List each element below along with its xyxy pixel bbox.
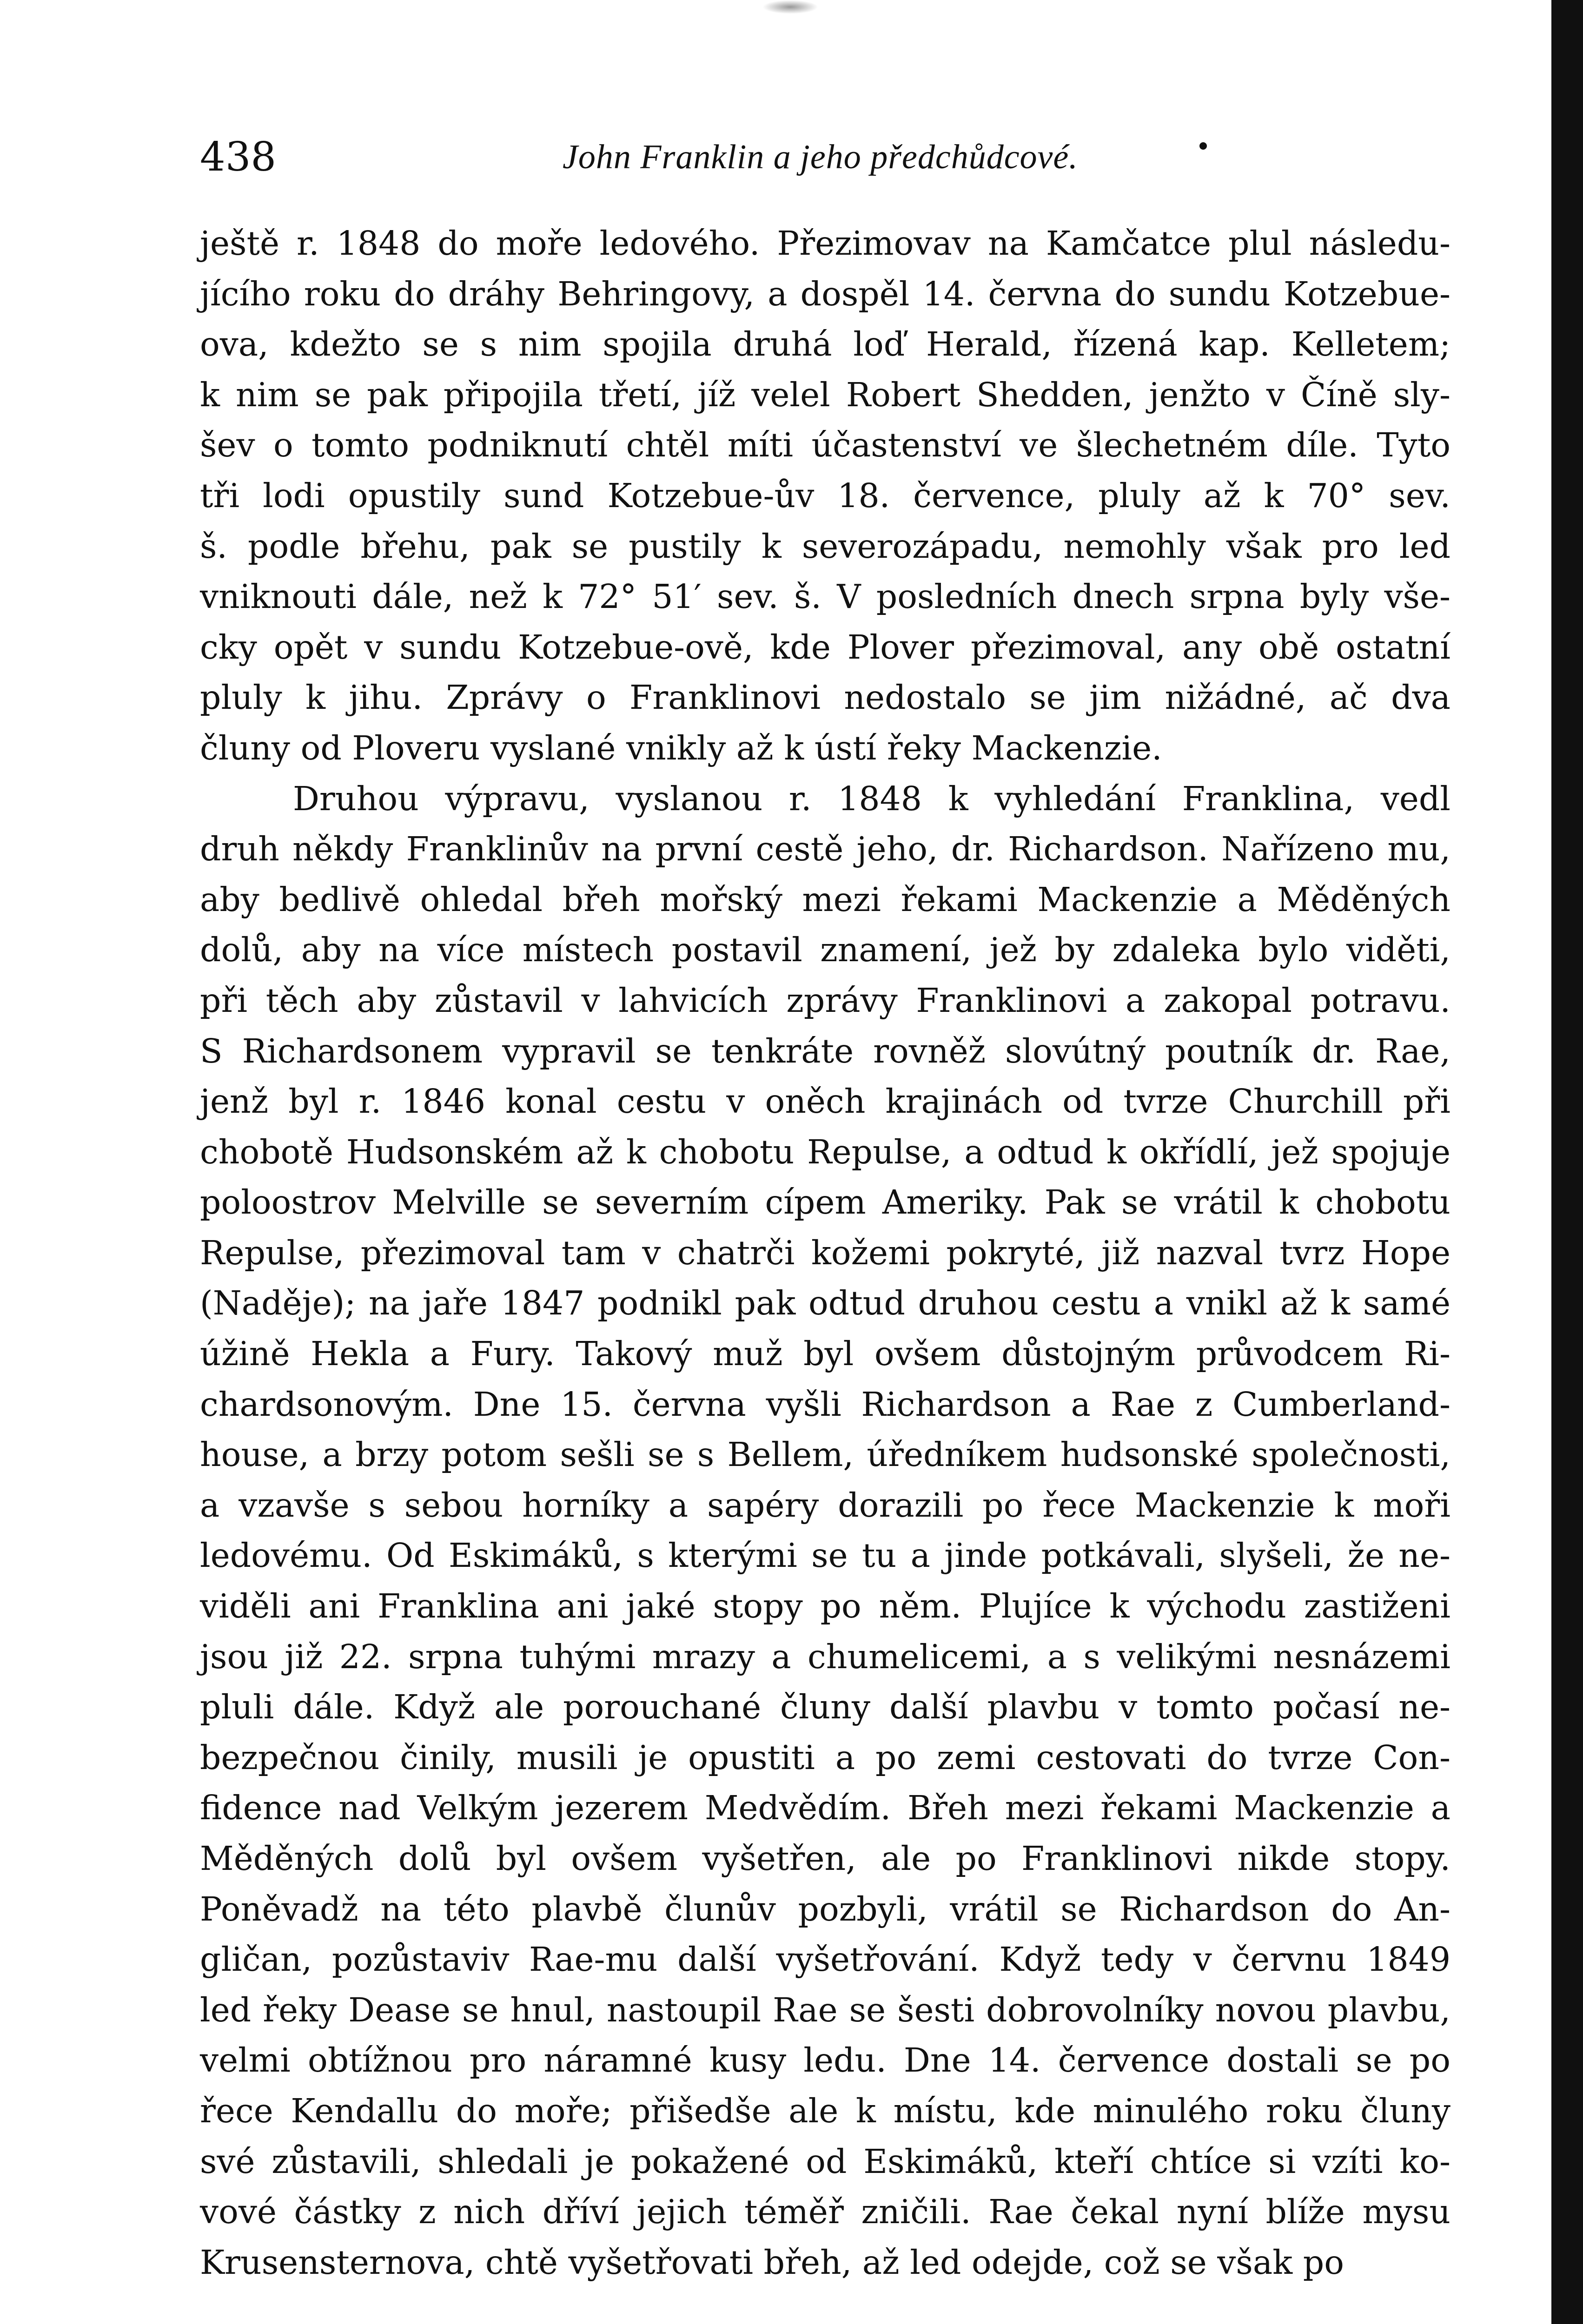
text-line: jsou již 22. srpna tuhými mrazy a chumelicemi, a s velikými nesnázemi [200,1637,1451,1676]
text-line: chardsonovým. Dne 15. června vyšli Richardson a Rae z Cumberland- [200,1385,1451,1424]
text-line: ještě r. 1848 do moře ledového. Přezimovav na Kamčatce plul následu- [200,224,1451,263]
text-line: k nim se pak připojila třetí, jíž velel Robert Shedden, jenžto v Číně sly- [200,375,1451,414]
text-line: poloostrov Melville se severním cípem Ameriky. Pak se vrátil k chobotu [200,1183,1451,1222]
text-line: ova, kdežto se s nim spojila druhá loď Herald, řízená kap. Kelletem; [200,325,1451,364]
text-line: ledovému. Od Eskimáků, s kterými se tu a jinde potkávali, slyšeli, že ne- [200,1536,1451,1575]
text-line: fidence nad Velkým jezerem Medvědím. Břeh mezi řekami Mackenzie a [200,1789,1451,1828]
text-line: úžině Hekla a Fury. Takový muž byl ovšem důstojným průvodcem Ri- [200,1334,1451,1373]
text-line: dolů, aby na více místech postavil znamení, jež by zdaleka bylo viděti, [200,931,1451,970]
text-line: Krusensternova, chtě vyšetřovati břeh, až led odejde, což se však po [200,2243,1344,2282]
text-line: řece Kendallu do moře; přišedše ale k místu, kde minulého roku čluny [200,2091,1451,2130]
text-line: pluly k jihu. Zprávy o Franklinovi nedostalo se jim nižádné, ač dva [200,678,1451,717]
text-line: Poněvadž na této plavbě člunův pozbyli, vrátil se Richardson do An- [200,1889,1451,1928]
text-line: (Naděje); na jaře 1847 podnikl pak odtud druhou cestu a vnikl až k samé [200,1284,1451,1323]
text-line: velmi obtížnou pro náramné kusy ledu. Dne 14. července dostali se po [200,2041,1451,2080]
text-line: bezpečnou činily, musili je opustiti a po zemi cestovati do tvrze Con- [200,1738,1451,1777]
text-line: čluny od Ploveru vyslané vnikly až k ústí řeky Mackenzie. [200,728,1162,767]
text-line: šev o tomto podniknutí chtěl míti účastenství ve šlechetném díle. Tyto [200,426,1451,465]
text-line: cky opět v sundu Kotzebue-ově, kde Plover přezimoval, any obě ostatní [200,627,1451,667]
text-line: viděli ani Franklina ani jaké stopy po něm. Plujíce k východu zastiženi [200,1587,1451,1626]
text-line: gličan, pozůstaviv Rae-mu další vyšetřování. Když tedy v červnu 1849 [200,1940,1451,1979]
paragraph [200,774,1451,2288]
text-line: S Richardsonem vypravil se tenkráte rovněž slovútný poutník dr. Rae, [200,1031,1451,1070]
text-line: druh někdy Franklinův na první cestě jeho, dr. Richardson. Nařízeno mu, [200,830,1451,869]
text-line: vniknouti dále, než k 72° 51′ sev. š. V posledních dnech srpna byly vše- [200,577,1451,616]
text-line: jenž byl r. 1846 konal cestu v oněch krajinách od tvrze Churchill při [200,1082,1451,1121]
text-line: a vzavše s sebou horníky a sapéry dorazili po řece Mackenzie k moři [200,1486,1451,1525]
text-line: chobotě Hudsonském až k chobotu Repulse, a odtud k okřídlí, jež spojuje [200,1132,1451,1171]
paragraph [200,218,1451,774]
text-line: pluli dále. Když ale porouchané čluny další plavbu v tomto počasí ne- [200,1688,1451,1727]
page-number: 438 [200,134,277,180]
text-line: aby bedlivě ohledal břeh mořský mezi řekami Mackenzie a Měděných [200,880,1451,919]
text-line: jícího roku do dráhy Behringovy, a dospěl 14. června do sundu Kotzebue- [200,274,1451,313]
scan-artifact [762,0,818,14]
text-line: vové částky z nich dříví jejich téměř zničili. Rae čekal nyní blíže mysu [200,2192,1451,2232]
text-line: tři lodi opustily sund Kotzebue-ův 18. července, pluly až k 70° sev. [200,476,1451,515]
print-speck [1199,142,1207,150]
page-header [200,129,1446,185]
running-head: John Franklin a jeho předchůdcové. [563,138,1078,176]
text-line: Druhou výpravu, vyslanou r. 1848 k vyhledání Franklina, vedl [293,779,1451,818]
scan-border [1551,0,1583,2324]
text-line: led řeky Dease se hnul, nastoupil Rae se šesti dobrovolníky novou plavbu, [200,1990,1451,2029]
body-text [200,218,1451,2288]
text-line: Repulse, přezimoval tam v chatrči kožemi pokryté, již nazval tvrz Hope [200,1233,1451,1272]
text-line: své zůstavili, shledali je pokažené od Eskimáků, kteří chtíce si vzíti ko- [200,2142,1451,2181]
text-line: Měděných dolů byl ovšem vyšetřen, ale po Franklinovi nikde stopy. [200,1839,1451,1878]
text-line: při těch aby zůstavil v lahvicích zprávy Franklinovi a zakopal potravu. [200,981,1451,1020]
text-line: house, a brzy potom sešli se s Bellem, úředníkem hudsonské společnosti, [200,1435,1451,1474]
text-line: š. podle břehu, pak se pustily k severozápadu, nemohly však pro led [200,527,1451,566]
